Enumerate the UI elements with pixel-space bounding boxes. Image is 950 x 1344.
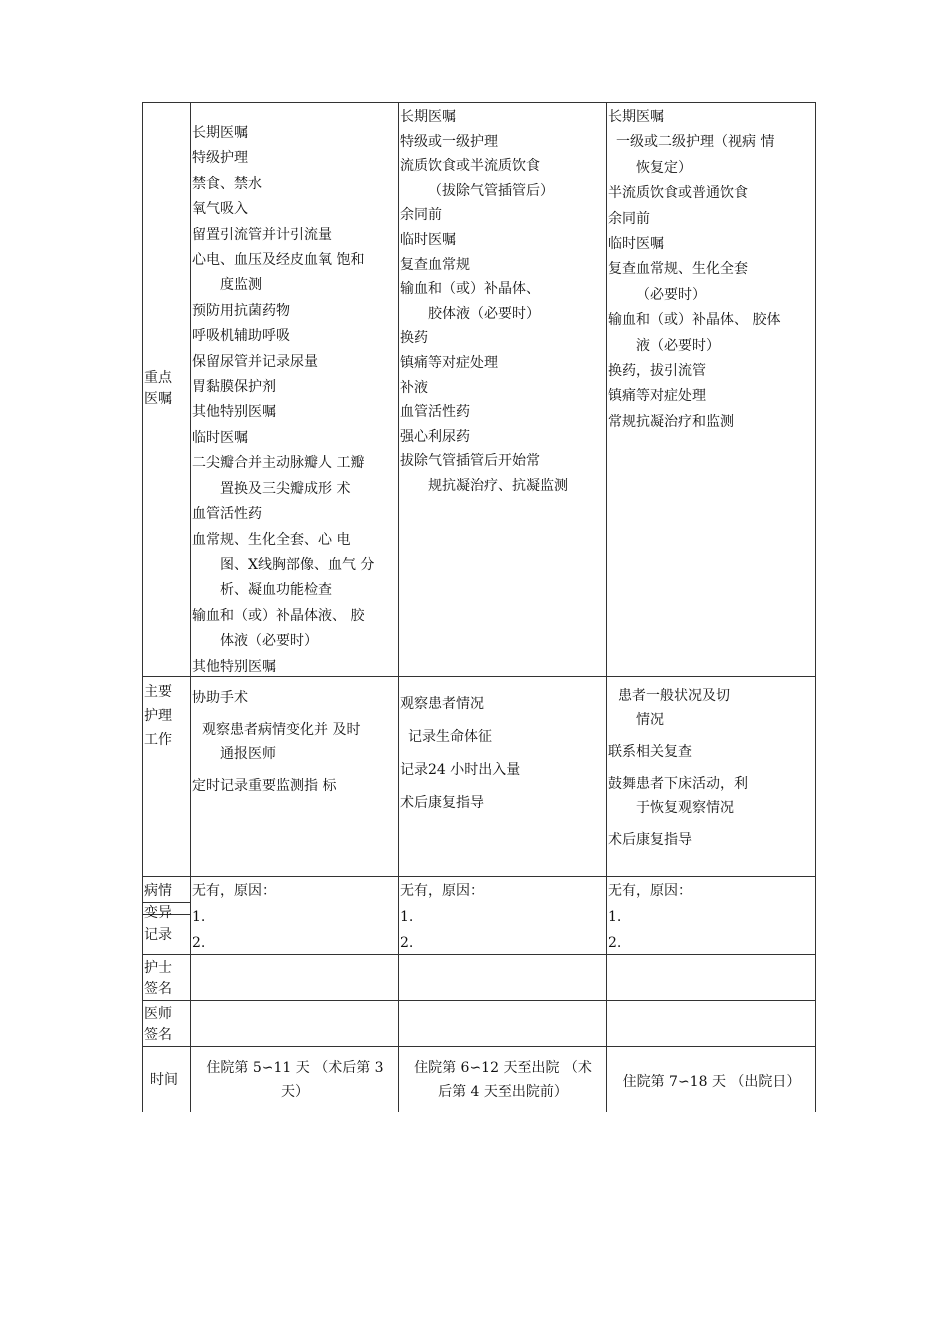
- order-line: 其他特别医嘱: [192, 658, 276, 675]
- row-label-time: [150, 1070, 178, 1091]
- nursing-line: 联系相关复查: [608, 744, 692, 760]
- table-border-top: [142, 102, 816, 103]
- order-line: 血管活性药: [192, 506, 262, 523]
- nursing-cell-col2: [400, 688, 606, 820]
- order-line: 长期医嘱: [192, 125, 248, 141]
- row-label-main-nursing: [144, 680, 172, 752]
- order-line: 氧气吸入: [192, 201, 248, 218]
- nursing-line: 术后康复指导: [608, 832, 692, 848]
- row-divider-nursing: [142, 876, 816, 877]
- label-line: 病情: [144, 883, 172, 899]
- time-line: 天）: [281, 1084, 309, 1100]
- variance-line: 1.: [400, 909, 414, 925]
- row-label-doctor-signature: [144, 1004, 172, 1046]
- table-border-right: [815, 102, 816, 1112]
- order-line: 补液: [400, 379, 428, 396]
- label-line: 记录: [144, 927, 172, 943]
- variance-cell-col3: [608, 878, 815, 956]
- order-line: 二尖瓣合并主动脉瓣人 工瓣: [192, 455, 365, 472]
- order-line: 规抗凝治疗、抗凝监测: [428, 477, 568, 494]
- label-line: 时间: [150, 1072, 178, 1088]
- label-line: 医师: [144, 1006, 172, 1022]
- order-line: （拔除气管插管后）: [428, 182, 554, 199]
- order-line: 长期医嘱: [400, 109, 456, 125]
- row-label-key-orders: [144, 368, 172, 410]
- row-divider-doctor-sign: [142, 1046, 816, 1047]
- order-line: 心电、血压及经皮血氧 饱和: [192, 252, 365, 269]
- variance-line: 2.: [192, 935, 206, 951]
- order-line: 输血和（或）补晶体液、 胶: [192, 607, 365, 624]
- variance-line: 无有，原因：: [400, 883, 484, 899]
- label-line: 主要: [144, 684, 172, 700]
- label-line: 签名: [144, 981, 172, 997]
- order-line: 复查血常规、生化全套: [608, 261, 748, 278]
- label-line: 签名: [144, 1027, 172, 1043]
- nursing-line: 鼓舞患者下床活动，利: [608, 776, 748, 792]
- order-line: 度监测: [220, 277, 262, 294]
- nursing-line: 协助手术: [192, 690, 248, 706]
- order-line: （必要时）: [636, 286, 706, 303]
- order-line: 半流质饮食或普通饮食: [608, 185, 748, 202]
- order-line: 预防用抗菌药物: [192, 302, 290, 319]
- nursing-line: 观察患者病情变化并 及时: [202, 722, 361, 738]
- row-divider-nurse-sign: [142, 1000, 816, 1001]
- variance-cell-col2: [400, 878, 606, 956]
- nursing-line: 定时记录重要监测指 标: [192, 778, 337, 794]
- label-line: 护理: [144, 708, 172, 724]
- label-line: 医嘱: [144, 391, 172, 407]
- order-line: 常规抗凝治疗和监测: [608, 413, 734, 430]
- orders-cell-col2: [400, 105, 606, 499]
- order-line: 拔除气管插管后开始常: [400, 453, 540, 470]
- row-label-nurse-signature: [144, 958, 172, 1000]
- order-line: 临时医嘱: [192, 429, 248, 446]
- variance-line: 1.: [608, 909, 622, 925]
- order-line: 一级或二级护理（视病 情: [616, 134, 775, 151]
- nursing-line: 记录24 小时出入量: [400, 762, 521, 778]
- column-divider-1: [190, 102, 191, 1112]
- variance-line: 2.: [608, 935, 622, 951]
- order-line: 临时医嘱: [608, 236, 664, 253]
- time-line: 住院第 7∽18 天 （出院日）: [622, 1074, 801, 1090]
- variance-line: 2.: [400, 935, 414, 951]
- order-line: 镇痛等对症处理: [400, 354, 498, 371]
- order-line: 输血和（或）补晶体、: [400, 281, 540, 298]
- order-line: 胶体液（必要时）: [428, 305, 540, 322]
- order-line: 流质饮食或半流质饮食: [400, 158, 540, 175]
- time-line: 住院第 6∽12 天至出院 （术: [414, 1060, 592, 1076]
- nursing-line: 术后康复指导: [400, 795, 484, 811]
- order-line: 输血和（或）补晶体、 胶体: [608, 312, 781, 329]
- column-divider-3: [606, 102, 607, 1112]
- nursing-line: 通报医师: [220, 746, 276, 762]
- order-line: 恢复定）: [636, 159, 692, 176]
- order-line: 液（必要时）: [636, 337, 720, 354]
- nursing-line: 观察患者情况: [400, 696, 484, 712]
- label-line: 变异: [144, 905, 172, 921]
- order-line: 特级护理: [192, 150, 248, 167]
- order-line: 长期医嘱: [608, 109, 664, 125]
- order-line: 血常规、生化全套、心 电: [192, 531, 351, 548]
- orders-cell-col1: [192, 121, 398, 680]
- time-line: 住院第 5∽11 天 （术后第 3: [206, 1060, 384, 1076]
- order-line: 留置引流管并计引流量: [192, 226, 332, 243]
- order-line: 换药，拔引流管: [608, 363, 706, 380]
- order-line: 呼吸机辅助呼吸: [192, 328, 290, 345]
- nursing-cell-col1: [192, 686, 398, 798]
- label-line: 重点: [144, 370, 172, 386]
- order-line: 置换及三尖瓣成形 术: [220, 480, 351, 497]
- order-line: 复查血常规: [400, 256, 470, 273]
- variance-line: 无有，原因：: [192, 883, 276, 899]
- nursing-line: 患者一般状况及切: [618, 688, 730, 704]
- order-line: 图、X线胸部像、血气 分: [220, 556, 375, 573]
- order-line: 换药: [400, 330, 428, 347]
- nursing-cell-col3: [608, 684, 815, 852]
- nursing-line: 情况: [636, 712, 664, 728]
- order-line: 特级或一级护理: [400, 133, 498, 150]
- column-divider-2: [398, 102, 399, 1112]
- time-cell-col3: [608, 1070, 815, 1094]
- row-label-variance-record: [144, 880, 172, 946]
- label-line: 护士: [144, 960, 172, 976]
- order-line: 强心利尿药: [400, 428, 470, 445]
- variance-line: 1.: [192, 909, 206, 925]
- time-cell-col1: [192, 1056, 398, 1104]
- order-line: 余同前: [608, 210, 650, 227]
- order-line: 镇痛等对症处理: [608, 388, 706, 405]
- time-cell-col2: [400, 1056, 606, 1104]
- table-border-left: [142, 102, 143, 1112]
- order-line: 临时医嘱: [400, 231, 456, 248]
- order-line: 血管活性药: [400, 404, 470, 421]
- order-line: 析、凝血功能检查: [220, 582, 332, 599]
- nursing-line: 于恢复观察情况: [636, 800, 734, 816]
- variance-cell-col1: [192, 878, 398, 956]
- order-line: 余同前: [400, 207, 442, 224]
- nursing-line: 记录生命体征: [408, 729, 492, 745]
- time-line: 后第 4 天至出院前）: [438, 1084, 568, 1100]
- label-line: 工作: [144, 732, 172, 748]
- order-line: 保留尿管并记录尿量: [192, 353, 318, 370]
- order-line: 胃黏膜保护剂: [192, 379, 276, 396]
- order-line: 禁食、禁水: [192, 175, 262, 192]
- orders-cell-col3: [608, 105, 815, 435]
- order-line: 其他特别医嘱: [192, 404, 276, 421]
- variance-line: 无有，原因：: [608, 883, 692, 899]
- order-line: 体液（必要时）: [220, 633, 318, 650]
